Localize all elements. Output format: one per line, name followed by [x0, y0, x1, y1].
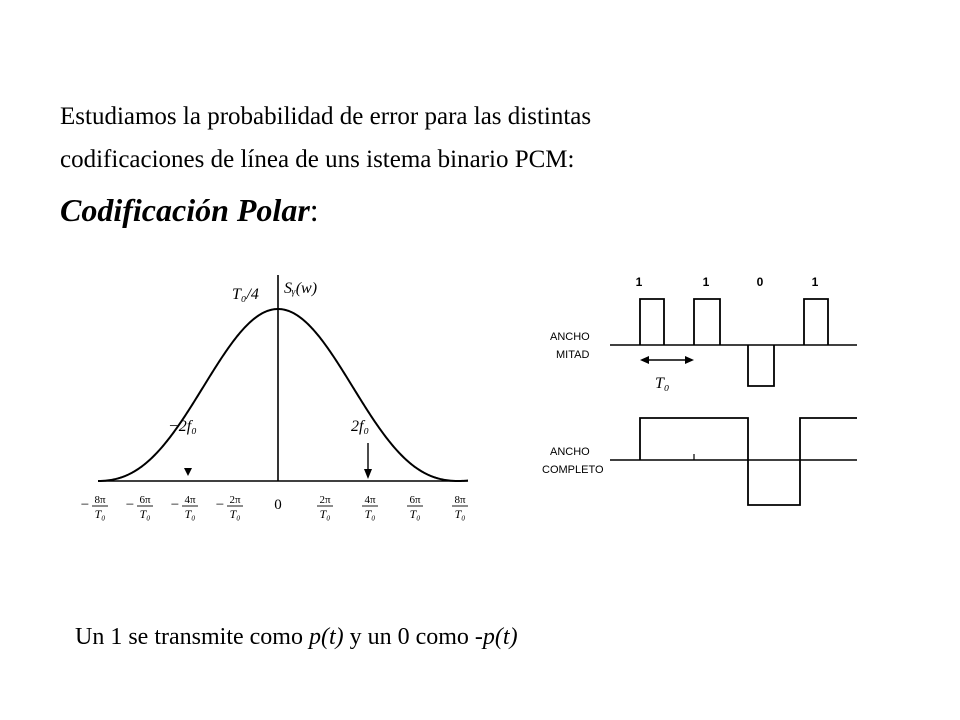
full-width-label-1: ANCHO — [550, 446, 590, 458]
tick-label — [362, 494, 378, 521]
tick-denominator: T₀ — [184, 507, 196, 521]
right-marker-label: 2f₀ — [351, 418, 370, 435]
intro-line-1: Estudiamos la probabilidad de error para las distintas — [60, 103, 592, 130]
tick-numerator: 8π — [454, 494, 466, 506]
footer-negative-p-symbol: p(t) — [482, 624, 518, 650]
footer-text — [75, 624, 518, 651]
tick-label — [171, 494, 198, 521]
left-marker-label: −2f₀ — [168, 418, 197, 435]
tick-denominator: T₀ — [229, 507, 241, 521]
tick-labels — [81, 494, 468, 521]
right-marker-arrow — [364, 443, 372, 479]
section-heading-label: Codificación Polar — [60, 192, 310, 228]
intro-text — [60, 95, 860, 181]
tick-label — [274, 497, 282, 513]
tick-numerator: 2π — [319, 494, 331, 506]
tick-numerator: 6π — [409, 494, 421, 506]
tick-denominator: T₀ — [409, 507, 421, 521]
footer-text-1: Un 1 se transmite como — [75, 624, 309, 650]
tick-sign: − — [80, 497, 90, 513]
tick-label — [216, 494, 243, 521]
full-width-label-2: COMPLETO — [542, 464, 604, 476]
tick-label — [81, 494, 108, 521]
left-marker-arrow — [184, 468, 192, 476]
tick-denominator: T₀ — [319, 507, 331, 521]
bit-label: 1 — [635, 275, 643, 289]
tick-sign: − — [125, 497, 135, 513]
tick-numerator: 8π — [94, 494, 106, 506]
half-width-label-2: MITAD — [556, 349, 590, 361]
tick-numerator: 4π — [184, 494, 196, 506]
peak-label: T₀/4 — [232, 286, 259, 303]
bit-label: 1 — [811, 275, 819, 289]
footer-text-2: y un 0 como - — [343, 624, 483, 650]
bit-label: 1 — [702, 275, 710, 289]
tick-sign: − — [215, 497, 225, 513]
full-width-waveform — [640, 418, 857, 505]
tick-numerator: 6π — [139, 494, 151, 506]
tick-denominator: T₀ — [364, 507, 376, 521]
waveform-figure — [530, 268, 880, 523]
half-width-label-1: ANCHO — [550, 331, 590, 343]
tick-denominator: T₀ — [94, 507, 106, 521]
tick-label — [126, 494, 153, 521]
spectrum-curve — [98, 309, 468, 481]
section-heading-colon: : — [309, 192, 319, 228]
period-arrow — [640, 356, 694, 364]
intro-line-2: codificaciones de línea de uns istema binario PCM: — [60, 146, 575, 173]
tick-denominator: T₀ — [139, 507, 151, 521]
section-heading — [60, 192, 319, 229]
tick-numerator: 4π — [364, 494, 376, 506]
axis-label: Sᵧ(w) — [284, 280, 318, 297]
footer-p-symbol: p(t) — [308, 624, 344, 650]
tick-sign: − — [170, 497, 180, 513]
tick-label — [317, 494, 333, 521]
tick-denominator: T₀ — [454, 507, 466, 521]
spectrum-figure — [80, 265, 480, 535]
tick-zero: 0 — [274, 497, 282, 513]
tick-numerator: 2π — [229, 494, 241, 506]
tick-label — [407, 494, 423, 521]
period-label: T₀ — [655, 375, 670, 392]
bit-label: 0 — [756, 275, 764, 289]
half-width-waveform — [640, 299, 828, 386]
tick-label — [452, 494, 468, 521]
